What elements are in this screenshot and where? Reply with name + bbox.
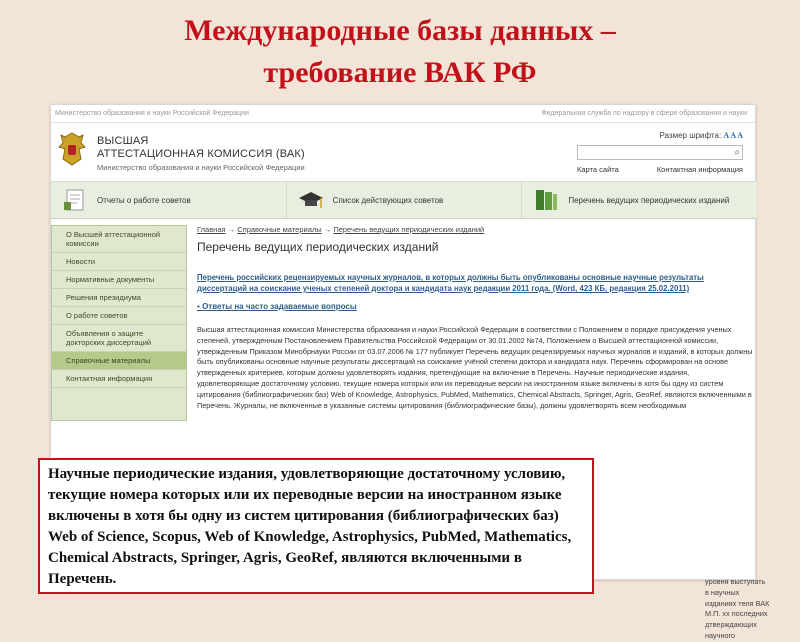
sitemap-link[interactable]: Карта сайта [577,165,619,174]
breadcrumb-reference[interactable]: Справочные материалы [237,225,322,234]
topbar-right-text[interactable]: Федеральная служба по надзору в сфере образования и науки [541,110,747,117]
tile-councils-list[interactable] [287,182,523,218]
tile-council-reports[interactable] [51,182,287,218]
tile-label: Список действующих советов [332,195,444,205]
header-links [577,165,743,174]
slide-title [0,10,800,94]
page-title: Перечень ведущих периодических изданий [197,240,439,254]
periodicals-list-link[interactable]: Перечень российских рецензируемых научных журналов, в которых должны быть опубликованы основные научные результаты диссертаций на соискание ученых степеней доктора и кандидата наук редакции 2011 года. (Word, 423 КБ, редакция 25.02.2011) [197,273,704,293]
breadcrumb [197,225,753,234]
org-name[interactable] [97,135,305,161]
sidebar-item-documents[interactable]: Нормативные документы [52,271,186,289]
sidebar-item-decisions[interactable]: Решения президиума [52,289,186,307]
site-header [51,123,755,181]
sidebar-item-councils[interactable]: О работе советов [52,307,186,325]
slide-title-line2: требование ВАК РФ [263,56,537,89]
coat-of-arms-icon [57,131,87,167]
breadcrumb-separator: → [227,225,236,234]
font-size-options[interactable]: A A A [723,131,743,140]
font-size-label: Размер шрифта: [659,131,722,140]
sidebar-item-announcements[interactable]: Объявления о защите докторских диссертаций [52,325,186,352]
contacts-link[interactable]: Контактная информация [656,165,743,174]
main-content [197,225,753,411]
font-size-control [659,131,743,140]
obscured-text-fragment: уровня выступать в научных изданиях теля ВАК М.П. хх последних дтверждающих научного [705,577,770,640]
tile-label: Перечень ведущих периодических изданий [568,195,730,205]
org-subtitle: Министерство образования и науки Российской Федерации [97,163,305,172]
feature-tiles [51,181,757,219]
slide-title-line1: Международные базы данных – [184,14,616,47]
org-name-line1: ВЫСШАЯ [97,135,149,147]
faq-link-text: Ответы на часто задаваемые вопросы [202,302,357,311]
faq-link[interactable] [197,302,753,311]
tile-label: Отчеты о работе советов [97,195,191,205]
search-input[interactable] [577,145,743,160]
site-topbar [51,105,755,123]
sidebar-item-news[interactable]: Новости [52,253,186,271]
search-icon[interactable]: ⌕ [734,147,740,158]
breadcrumb-home[interactable]: Главная [197,225,226,234]
topbar-left-text[interactable]: Министерство образования и науки Российской Федерации [55,110,249,117]
breadcrumb-separator: → [323,225,332,234]
body-text: Высшая аттестационная комиссия Министерства образования и науки Российской Федерации в соответствии с Положением о порядке присуждения ученых степеней, утвержденным Постановлением Правительства Российской Федерации от 30.01.2002 №74, Положением о Высшей аттестационной комиссии, утвержденным Приказом Минобрнауки России от 03.07.2006 № 177 публикует Перечень ведущих рецензируемых научных журналов и изданий, в которых должны быть опубликованы основные научные результаты диссертаций на соискание учёной степени доктора и кандидата наук. Перечень сформирован на основе утвержденных критериев, которым должны удовлетворять издания, претендующие на включение в Перечень. Научные периодические издания, удовлетворяющие достаточному условию, текущие номера которых или их переводные версии на иностранном языке включены в хотя бы одну из систем цитирования (библиографических баз) Web of Knowledge, Astrophysics, PubMed, Mathematics, Chemical Abstracts, Springer, Agris, GeoRef, являются включенными в Перечень. Журналы, не включенные в указанные системы цитирования (библиографические базы), должны удовлетворять всем необходимым [197,325,753,410]
org-name-line2: АТТЕСТАЦИОННАЯ КОМИССИЯ (ВАК) [97,148,305,160]
highlight-callout: Научные периодические издания, удовлетворяющие достаточному условию, текущие номера которых или их переводные версии на иностранном языке включены в хотя бы одну из систем цитирования (библиографических баз) Web of Science, Scopus, Web of Knowledge, Astrophysics, PubMed, Mathematics, Chemical Abstracts, Springer, Agris, GeoRef, являются включенными в Перечень. [38,458,594,594]
sidebar-nav [51,225,187,421]
breadcrumb-current[interactable]: Перечень ведущих периодических изданий [333,225,485,234]
books-icon [532,186,560,214]
sidebar-item-about[interactable]: О Высшей аттестационной комиссии [52,226,186,253]
tile-periodicals-list[interactable] [522,182,757,218]
graduation-cap-icon [297,186,325,214]
sidebar-item-contacts[interactable]: Контактная информация [52,370,186,388]
report-icon [61,186,89,214]
sidebar-item-reference[interactable]: Справочные материалы [52,352,186,370]
document-icon: ▪ [197,302,203,311]
